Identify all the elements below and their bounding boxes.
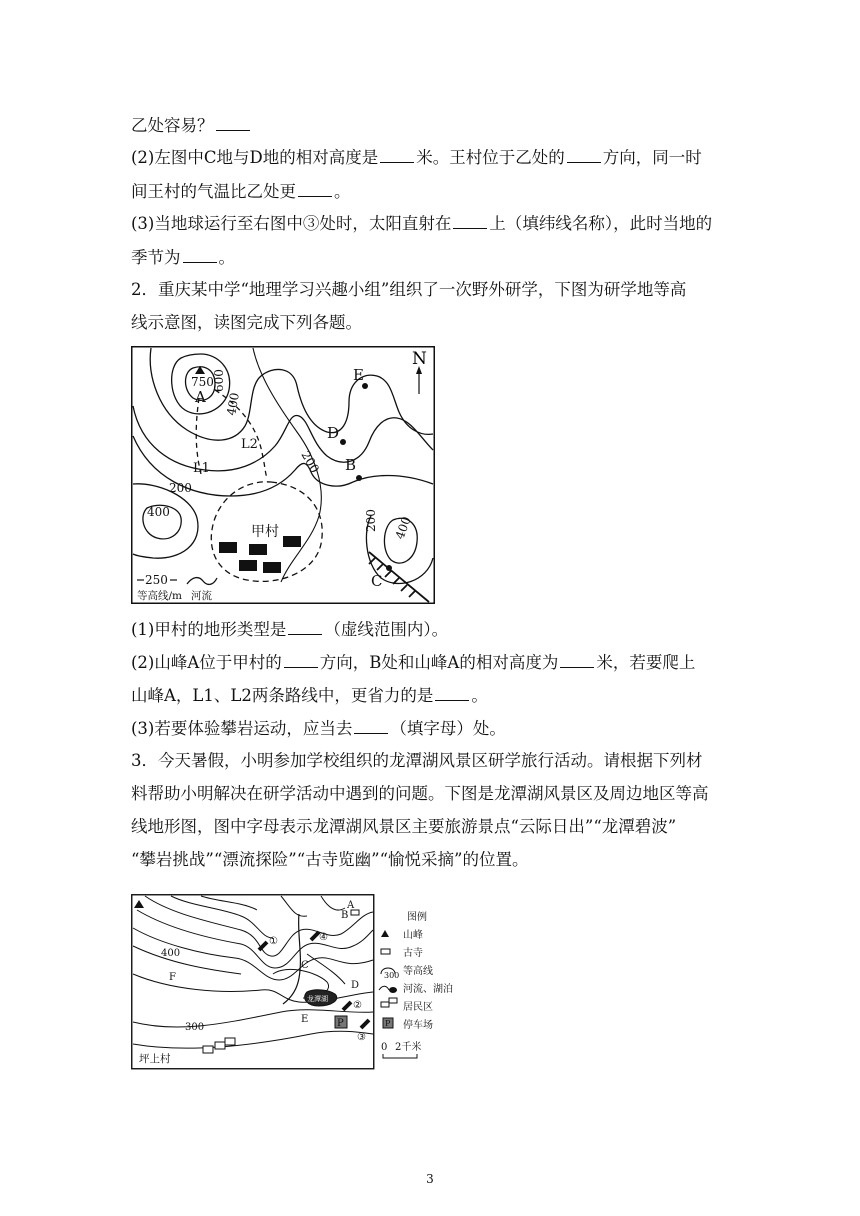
contour-label: 400 — [161, 948, 181, 959]
q2-3-line: (3)若要体验攀岩运动，应当去 （填字母）处。 — [131, 719, 506, 738]
legend-river-lake: 河流、湖泊 — [403, 984, 453, 995]
q1-line-1: 乙处容易？ — [131, 114, 252, 137]
legend-contour-value: 250 — [145, 573, 168, 587]
scale-zero: 0 — [381, 1042, 388, 1053]
contour-label: 750 — [191, 375, 214, 389]
legend-contour: 等高线 — [403, 966, 433, 977]
q1-2-line-2: 间王村的气温比乙处更 。 — [131, 182, 351, 201]
q2-2-line-1: (2)山峰A位于甲村的 方向，B处和山峰A的相对高度为 米，若要爬上 — [131, 653, 696, 672]
route-label: L1 — [193, 461, 210, 476]
answer-blank[interactable] — [183, 246, 217, 263]
contour-label: 200 — [364, 509, 378, 532]
point-label: A — [195, 388, 206, 406]
q3-stem-line-3: 线地形图，图中字母表示龙潭湖风景区主要旅游景点“云际日出”“龙潭碧波” — [131, 817, 677, 836]
q1-2-line-1: (2)左图中C地与D地的相对高度是 米。王村位于乙处的 方向，同一时 — [131, 148, 702, 167]
contour-label: 300 — [185, 1022, 205, 1033]
answer-blank[interactable] — [288, 618, 322, 635]
answer-blank[interactable] — [435, 684, 469, 701]
point-label: C — [371, 572, 383, 590]
scale-label: 2千米 — [395, 1042, 422, 1053]
answer-blank[interactable] — [380, 146, 414, 163]
q2-stem-line-2: 线示意图，读图完成下列各题。 — [131, 313, 362, 332]
contour-label: 200 — [169, 481, 192, 495]
site-num: ① — [269, 936, 278, 947]
answer-blank[interactable] — [284, 651, 318, 668]
site-num: ② — [353, 1000, 362, 1011]
site-letter: C — [301, 960, 309, 971]
legend-contour-value: 300 — [384, 971, 400, 980]
legend-temple: 古寺 — [403, 948, 423, 959]
q1-3-line-1: (3)当地球运行至右图中③处时，太阳直射在 上（填纬线名称），此时当地的 — [131, 214, 713, 233]
point-label: B — [345, 456, 357, 474]
answer-blank[interactable] — [298, 180, 332, 197]
site-letter: D — [351, 980, 360, 991]
legend-peak: 山峰 — [403, 930, 423, 941]
route-label: L2 — [241, 437, 258, 452]
point-label: D — [327, 424, 340, 442]
site-letter: A — [347, 900, 355, 911]
answer-blank[interactable] — [354, 717, 388, 734]
contour-label: 400 — [224, 391, 242, 417]
site-num: ③ — [357, 1032, 366, 1043]
contour-label: 200 — [298, 448, 322, 476]
legend-river-label: 河流 — [191, 590, 212, 602]
site-letter: B — [341, 910, 349, 921]
page-number: 3 — [426, 1172, 434, 1186]
lake-label: 龙潭湖 — [307, 995, 328, 1003]
q2-1-line: (1)甲村的地形类型是 （虚线范围内）。 — [131, 620, 449, 639]
legend-residential: 居民区 — [403, 1002, 433, 1013]
q3-stem-line-1: 3．今天暑假，小明参加学校组织的龙潭湖风景区研学旅行活动。请根据下列材 — [131, 751, 703, 770]
answer-blank[interactable] — [453, 212, 487, 229]
site-num: ④ — [319, 932, 328, 943]
legend-title: 图例 — [407, 912, 427, 923]
contour-label: 600 — [212, 369, 226, 392]
contour-label: 400 — [147, 505, 170, 519]
site-letter: F — [169, 972, 176, 983]
legend-parking: 停车场 — [403, 1020, 433, 1031]
q3-stem-line-2: 料帮助小明解决在研学活动中遇到的问题。下图是龙潭湖风景区及周边地区等高 — [131, 784, 709, 803]
contour-label: 400 — [392, 514, 414, 542]
q2-stem-line-1: 2．重庆某中学“地理学习兴趣小组”组织了一次野外研学，下图为研学地等高 — [131, 280, 687, 299]
contour-map-2 — [131, 894, 481, 1074]
site-letter: E — [301, 1014, 309, 1025]
north-label: N — [412, 349, 427, 369]
parking-sign: P — [337, 1018, 344, 1029]
contour-map-1 — [131, 346, 435, 608]
answer-blank[interactable] — [216, 114, 250, 131]
legend-parking-sign: P — [385, 1019, 391, 1028]
point-label: E — [353, 366, 364, 384]
answer-blank[interactable] — [567, 146, 601, 163]
village-label: 坪上村 — [139, 1053, 171, 1065]
q2-2-line-2: 山峰A，L1、L2两条路线中，更省力的是 。 — [131, 686, 488, 705]
q1-3-line-2: 季节为 。 — [131, 248, 235, 267]
answer-blank[interactable] — [560, 651, 594, 668]
village-label: 甲村 — [251, 524, 279, 540]
q3-stem-line-4: “攀岩挑战”“漂流探险”“古寺览幽”“愉悦采摘”的位置。 — [131, 850, 529, 869]
legend-contour-label: 等高线/m — [137, 590, 182, 602]
